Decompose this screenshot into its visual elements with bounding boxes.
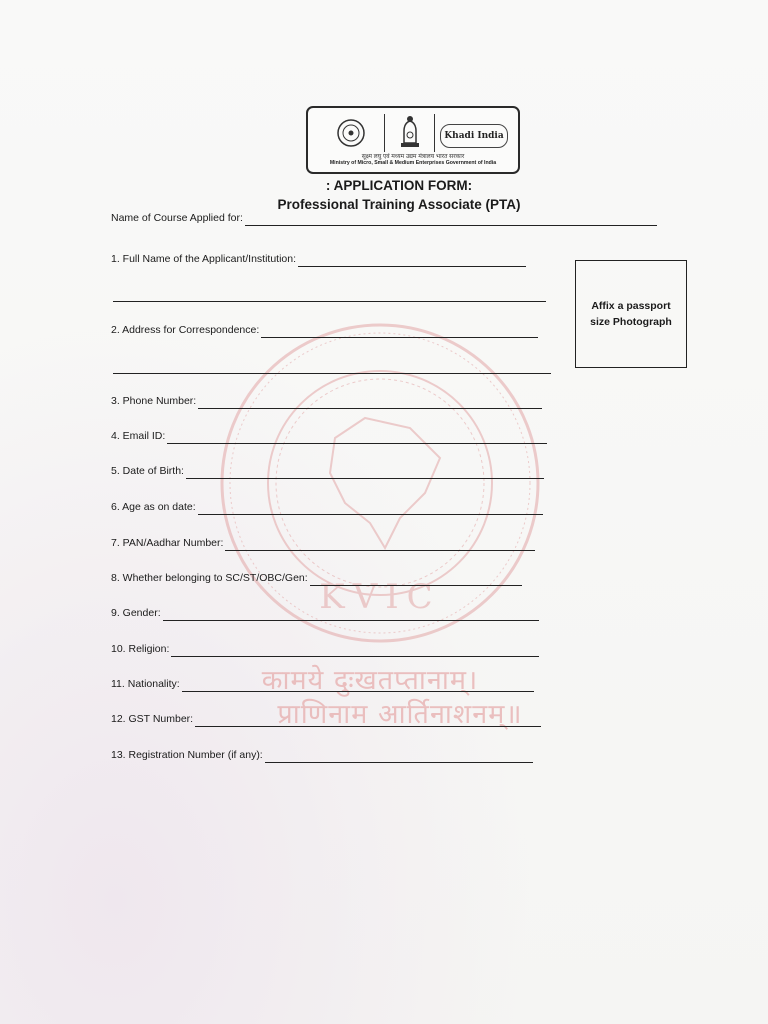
nationality-field[interactable] (111, 678, 534, 692)
address-input-line[interactable] (261, 325, 538, 338)
address-field[interactable] (111, 324, 538, 338)
watermark-hindi-line-1: कामये दुःखतप्तानाम्। (261, 665, 479, 696)
course-label: Name of Course Applied for: (111, 212, 243, 224)
gender-label: 9. Gender: (111, 607, 161, 619)
gst-input-line[interactable] (195, 714, 541, 727)
phone-label: 3. Phone Number: (111, 395, 197, 407)
email-label: 4. Email ID: (111, 430, 166, 442)
religion-field[interactable] (111, 643, 539, 657)
registration-field[interactable] (111, 749, 533, 763)
ministry-hindi-text: सूक्ष्म लघु एवं मध्यम उद्यम मंत्रालय भारत सरकार (361, 154, 465, 160)
watermark-hindi-line-2: प्राणिनाम आर्तिनाशनम्॥ (277, 699, 523, 730)
photo-box-label: Affix a passport size Photograph (590, 300, 672, 328)
nationality-input-line[interactable] (182, 679, 534, 692)
phone-input-line[interactable] (198, 396, 542, 409)
registration-input-line[interactable] (265, 750, 533, 763)
full-name-label: 1. Full Name of the Applicant/Institution: (111, 253, 297, 265)
dob-label: 5. Date of Birth: (111, 465, 184, 477)
pan-aadhar-field[interactable] (111, 537, 535, 551)
ministry-english-text: Ministry of Micro, Small & Medium Enterprises Government of India (329, 160, 497, 166)
age-field[interactable] (111, 501, 543, 515)
ministry-logo-box (306, 106, 520, 174)
gender-field[interactable] (111, 607, 539, 621)
phone-field[interactable] (111, 395, 542, 409)
registration-label: 13. Registration Number (if any): (111, 749, 263, 761)
logo-divider (434, 114, 435, 152)
address-label: 2. Address for Correspondence: (111, 324, 260, 336)
dob-input-line[interactable] (186, 466, 544, 479)
form-subtitle: Professional Training Associate (PTA) (277, 197, 521, 212)
gst-label: 12. GST Number: (111, 713, 194, 725)
age-label: 6. Age as on date: (111, 501, 196, 513)
email-input-line[interactable] (167, 431, 547, 444)
pan-aadhar-label: 7. PAN/Aadhar Number: (111, 537, 224, 549)
kvic-seal-watermark (215, 318, 545, 648)
age-input-line[interactable] (198, 502, 543, 515)
passport-photo-box[interactable] (575, 260, 687, 368)
category-input-line[interactable] (310, 573, 522, 586)
nationality-label: 11. Nationality: (111, 678, 180, 690)
religion-input-line[interactable] (171, 644, 539, 657)
full-name-continuation-line[interactable] (113, 301, 546, 302)
seal-text: KVIC (319, 577, 441, 617)
msme-emblem-icon (336, 118, 366, 148)
category-label: 8. Whether belonging to SC/ST/OBC/Gen: (111, 572, 308, 584)
ashoka-emblem-icon (396, 113, 424, 149)
logo-divider (384, 114, 385, 152)
form-title: : APPLICATION FORM: (325, 178, 473, 193)
category-field[interactable] (111, 572, 522, 586)
full-name-field[interactable] (111, 253, 526, 267)
email-field[interactable] (111, 430, 547, 444)
pan-aadhar-input-line[interactable] (225, 538, 535, 551)
course-field[interactable] (111, 212, 657, 226)
address-continuation-line[interactable] (113, 373, 551, 374)
religion-label: 10. Religion: (111, 643, 170, 655)
full-name-input-line[interactable] (298, 254, 526, 267)
khadi-india-logo: Khadi India (440, 124, 508, 148)
gst-field[interactable] (111, 713, 541, 727)
gender-input-line[interactable] (163, 608, 539, 621)
dob-field[interactable] (111, 465, 544, 479)
course-input-line[interactable] (245, 213, 657, 226)
